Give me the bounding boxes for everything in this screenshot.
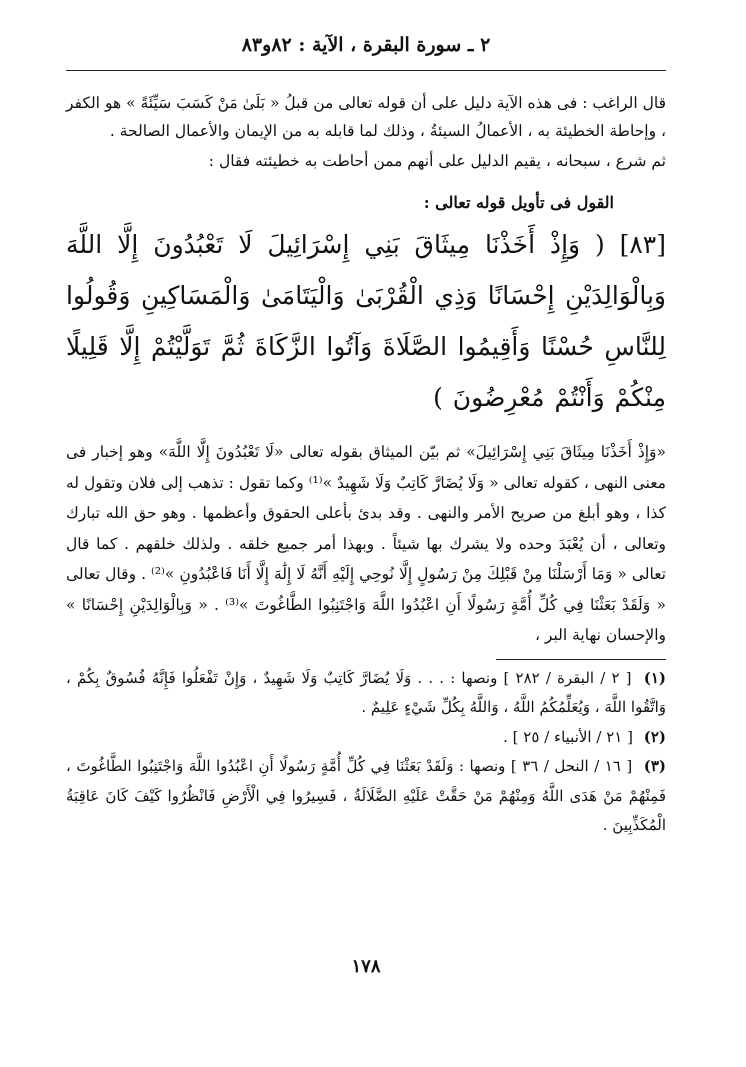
footnote-text: [ ١٦ / النحل / ٣٦ ] ونصها : وَلَقَدْ بَعَثْنَا فِي كُلِّ أُمَّةٍ رَسُولًا أَنِ اعْبُدُوا اللَّهَ وَاجْتَنِبُوا الطَّاغُوتَ ، فَمِنْهُمْ مَنْ هَدَى اللَّهُ وَمِنْهُمْ مَنْ حَقَّتْ عَلَيْهِ الضَّلَالَةُ ، فَسِيرُوا فِي الْأَرْضِ فَانْظُرُوا كَيْفَ كَانَ عَاقِبَةُ الْمُكَذِّبِينَ . [66, 757, 666, 834]
footnote [66, 723, 666, 753]
footnote-text: [ ٢١ / الأنبياء / ٢٥ ] . [503, 727, 633, 746]
header-rule [66, 70, 666, 71]
footnote-divider [496, 659, 666, 660]
section-heading: القول فى تأويل قوله تعالى : [423, 193, 614, 212]
commentary: «وَإِذْ أَخَذْنَا مِيثَاقَ بَنِي إِسْرَائِيلَ» ثم بيّن الميثاق بقوله تعالى «لَا تَعْبُدُونَ إِلَّا اللَّهَ» وهو إخبار فى معنى النهى ، كقوله تعالى « وَلَا يُضَارَّ كَاتِبٌ وَلَا شَهِيدٌ »⁽¹⁾ وكما تقول : تذهب إلى فلان وتقول له كذا ، وهو أبلغ من صريح الأمر والنهى . وقد بدئ بأعلى الحقوق وأعظمها . وهو حق الله تبارك وتعالى ، أن يُعْبَدَ وحده ولا يشرك بها شيئاً . وبهذا أمر جميع خلقه . ولذلك خلقهم . كما قال تعالى « وَمَا أَرْسَلْنَا مِنْ قَبْلِكَ مِنْ رَسُولٍ إِلَّا نُوحِي إِلَيْهِ أَنَّهُ لَا إِلَٰهَ إِلَّا أَنَا فَاعْبُدُونِ »⁽²⁾ . وقال تعالى « وَلَقَدْ بَعَثْنَا فِي كُلِّ أُمَّةٍ رَسُولًا أَنِ اعْبُدُوا اللَّهَ وَاجْتَنِبُوا الطَّاغُوتَ »⁽³⁾ . « وَبِالْوَالِدَيْنِ إِحْسَانًا » والإحسان نهاية البر ، [66, 443, 666, 644]
paragraph: ثم شرع ، سبحانه ، يقيم الدليل على أنهم ممن أحاطت به خطيئته فقال : [208, 152, 666, 170]
page-number: ١٧٨ [351, 956, 381, 977]
footnote-text: [ ٢ / البقرة / ٢٨٢ ] ونصها : . . . وَلَا يُضَارَّ كَاتِبٌ وَلَا شَهِيدٌ ، وَإِنْ تَفْعَلُوا فَإِنَّهُ فُسُوقٌ بِكُمْ ، وَاتَّقُوا اللَّهَ ، وَيُعَلِّمُكُمُ اللَّهُ ، وَاللَّهُ بِكُلِّ شَيْءٍ عَلِيمٌ . [66, 668, 666, 716]
running-header: ٢ ـ سورة البقرة ، الآية : ٨٢و٨٣ [241, 34, 491, 56]
footnote-number: (٣) [643, 757, 666, 775]
quran-verse: [٨٣] ( وَإِذْ أَخَذْنَا مِيثَاقَ بَنِي إِسْرَائِيلَ لَا تَعْبُدُونَ إِلَّا اللَّهَ وَبِالْوَالِدَيْنِ إِحْسَانًا وَذِي الْقُرْبَىٰ وَالْيَتَامَىٰ وَالْمَسَاكِينِ وَقُولُوا لِلنَّاسِ حُسْنًا وَأَقِيمُوا الصَّلَاةَ وَآتُوا الزَّكَاةَ ثُمَّ تَوَلَّيْتُمْ إِلَّا قَلِيلًا مِنْكُمْ وَأَنْتُمْ مُعْرِضُونَ ) [66, 230, 666, 412]
footnote-number: (١) [643, 668, 666, 687]
page [66, 32, 666, 841]
footnote [66, 664, 666, 723]
footnote [66, 752, 666, 841]
paragraph: قال الراغب : فى هذه الآية دليل على أن قوله تعالى من قبلُ « بَلَىٰ مَنْ كَسَبَ سَيِّئَةً » هو الكفر ، وإحاطة الخطيئة به ، الأعمالُ السيئةُ ، وذلك لما قابله به من الإيمان والأعمال الصالحة . [66, 94, 666, 140]
footnotes [66, 664, 666, 841]
footnote-number: (٢) [643, 727, 666, 746]
